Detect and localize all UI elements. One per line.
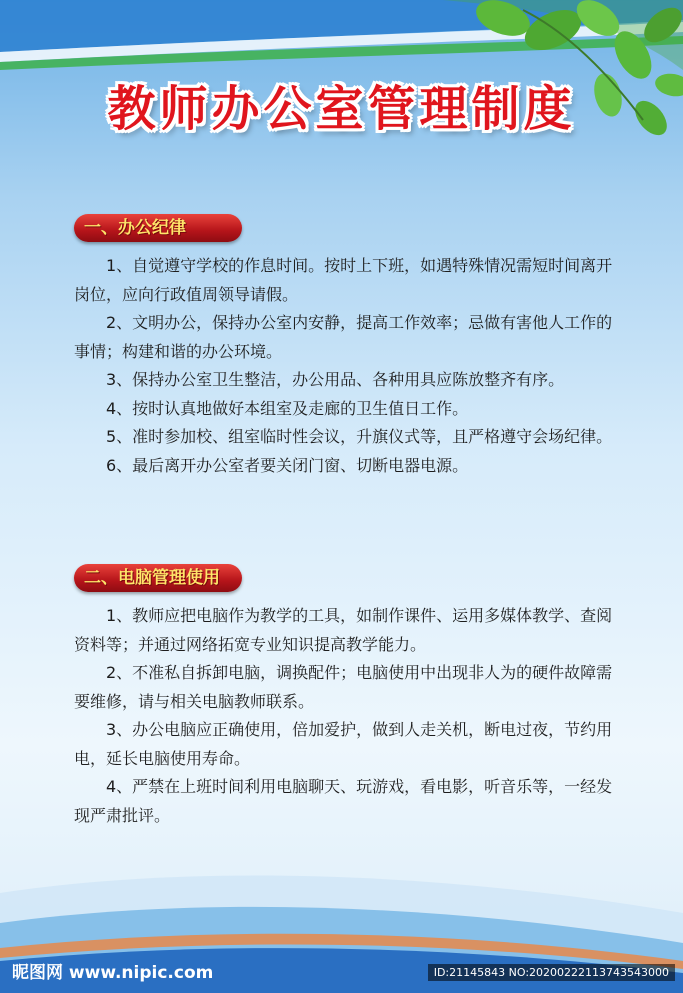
list-item: 1、自觉遵守学校的作息时间。按时上下班，如遇特殊情况需短时间离开岗位，应向行政值周领导请假。 <box>74 256 613 304</box>
list-item: 4、严禁在上班时间利用电脑聊天、玩游戏，看电影，听音乐等，一经发现严肃批评。 <box>74 777 613 825</box>
list-item: 2、不准私自拆卸电脑，调换配件；电脑使用中出现非人为的硬件故障需要维修，请与相关电脑教师联系。 <box>74 663 613 711</box>
section-heading-office-discipline: 一、办公纪律 <box>74 214 242 242</box>
section-heading-computer-management: 二、电脑管理使用 <box>74 564 242 592</box>
list-item: 2、文明办公，保持办公室内安静，提高工作效率；忌做有害他人工作的事情；构建和谐的办公环境。 <box>74 313 613 361</box>
watermark-id: ID:21145843 NO:20200222113743543000 <box>428 964 675 981</box>
section-body-office-discipline <box>74 252 614 480</box>
list-item: 5、准时参加校、组室临时性会议，升旗仪式等，且严格遵守会场纪律。 <box>106 427 613 446</box>
list-item: 4、按时认真地做好本组室及走廊的卫生值日工作。 <box>106 398 469 418</box>
list-item: 3、办公电脑应正确使用，倍加爱护，做到人走关机，断电过夜，节约用电，延长电脑使用寿命。 <box>74 720 613 768</box>
list-item: 6、最后离开办公室者要关闭门窗、切断电器电源。 <box>106 455 469 475</box>
section-body-computer-management <box>74 602 614 830</box>
page-title: 教师办公室管理制度 <box>107 81 576 137</box>
watermark-logo: 昵图网 www.nipic.com <box>12 963 214 983</box>
list-item: 1、教师应把电脑作为教学的工具，如制作课件、运用多媒体教学、查阅资料等；并通过网络拓宽专业知识提高教学能力。 <box>74 606 613 654</box>
list-item: 3、保持办公室卫生整洁，办公用品、各种用具应陈放整齐有序。 <box>106 370 565 389</box>
